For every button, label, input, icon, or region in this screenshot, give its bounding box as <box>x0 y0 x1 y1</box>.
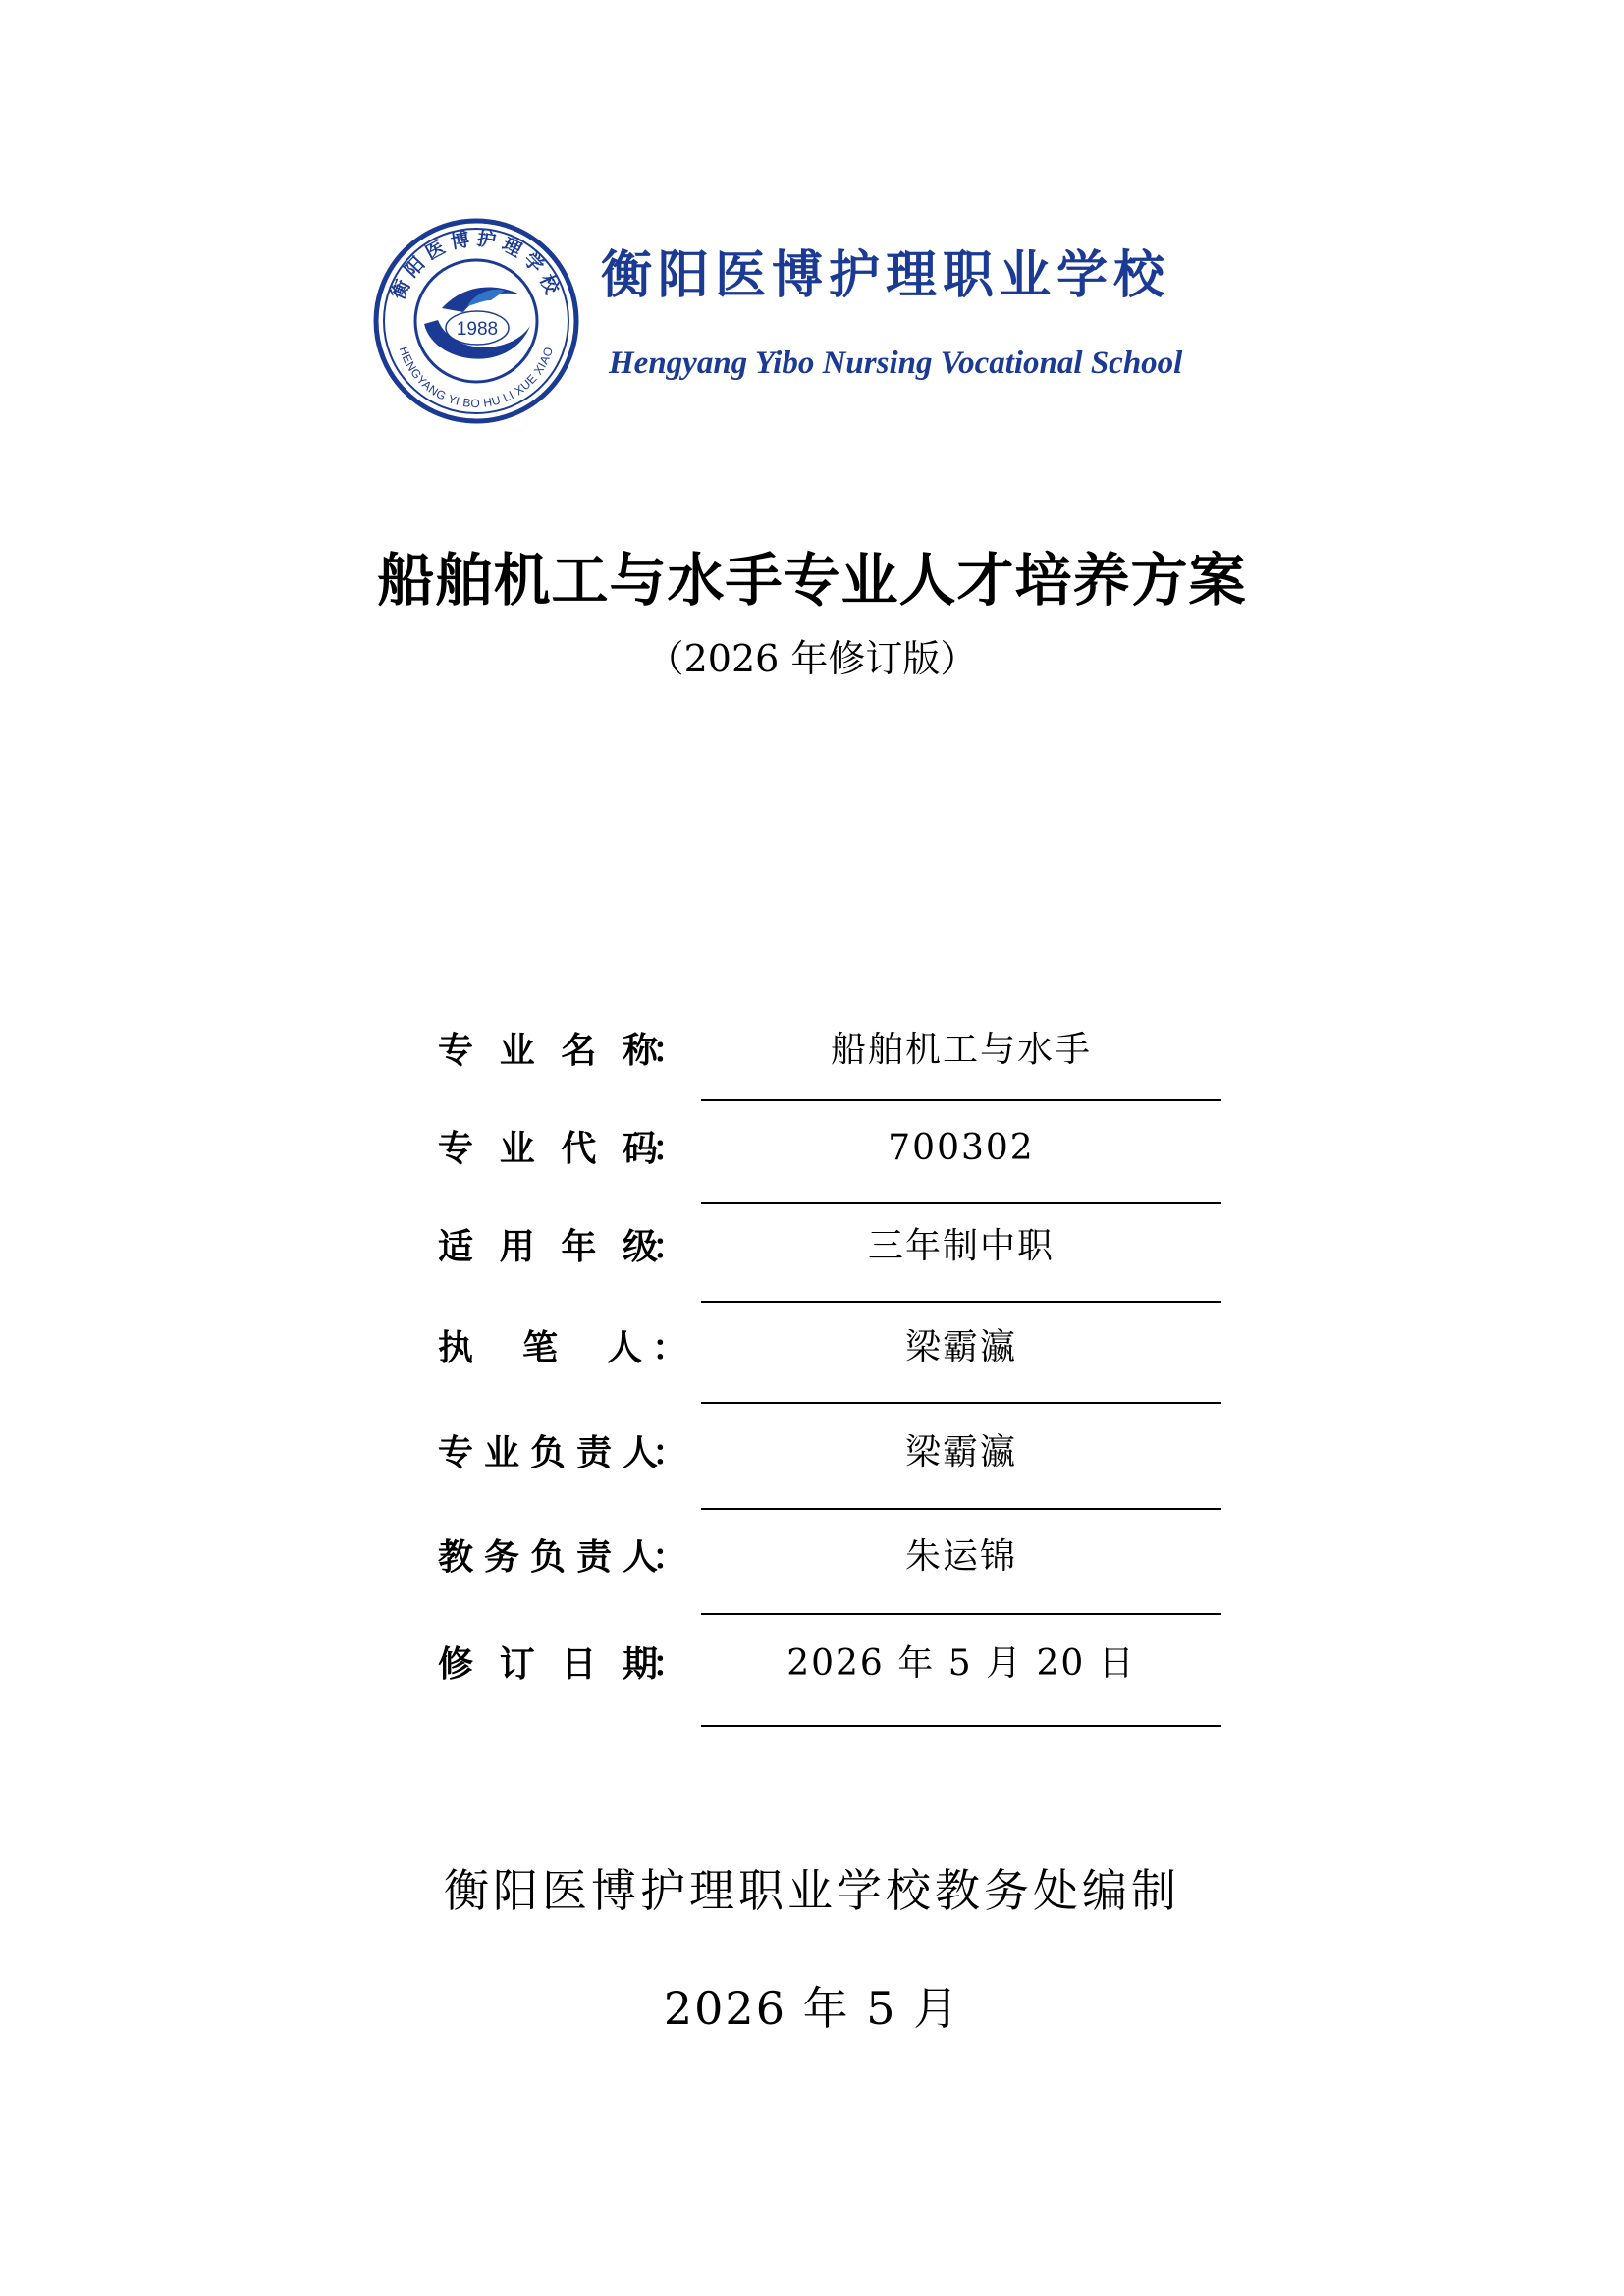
info-label-colon: ： <box>652 1128 688 1169</box>
school-header <box>373 218 1218 424</box>
seal-pinyin-text: HENGYANG YI BO HU LI XUE XIAO <box>396 345 557 411</box>
info-row <box>438 1423 1223 1502</box>
info-label-colon: ： <box>652 1030 688 1071</box>
info-value: 700302 <box>888 1128 1035 1168</box>
seal-name-text: 衡阳医博护理学校 <box>387 228 566 303</box>
info-value: 梁霸瀛 <box>904 1327 1017 1367</box>
info-underline <box>701 1508 1221 1510</box>
info-underline <box>701 1402 1221 1404</box>
info-row <box>438 1119 1223 1198</box>
info-row <box>438 1634 1223 1713</box>
info-label-colon: ： <box>652 1327 688 1368</box>
info-label-colon: ： <box>652 1643 688 1684</box>
info-label-text: 执 笔 人 <box>438 1327 642 1368</box>
info-row <box>438 1527 1223 1606</box>
info-value: 朱运锦 <box>904 1536 1017 1576</box>
info-row <box>438 1318 1223 1397</box>
info-value: 2026 年 5 月 20 日 <box>786 1643 1136 1683</box>
seal-year-text: 1988 <box>456 319 499 340</box>
info-value: 船舶机工与水手 <box>830 1030 1092 1070</box>
info-value: 三年制中职 <box>867 1226 1055 1266</box>
info-underline <box>701 1725 1221 1727</box>
info-row <box>438 1021 1223 1099</box>
info-underline <box>701 1099 1221 1101</box>
info-label-text: 专 业 负 责 人 <box>438 1432 658 1473</box>
info-underline <box>701 1202 1221 1204</box>
info-label-text: 专 业 名 称 <box>438 1030 658 1071</box>
info-label-text: 适 用 年 级 <box>438 1226 658 1267</box>
document-title: 船舶机工与水手专业人才培养方案 <box>377 547 1247 614</box>
info-label-text: 教 务 负 责 人 <box>438 1536 658 1577</box>
info-label-colon: ： <box>652 1536 688 1577</box>
info-underline <box>701 1613 1221 1615</box>
info-label-text: 修 订 日 期 <box>438 1643 658 1684</box>
info-value: 梁霸瀛 <box>904 1432 1017 1472</box>
info-label-colon: ： <box>652 1432 688 1473</box>
school-seal-logo <box>373 218 579 424</box>
issue-date: 2026 年 5 月 <box>663 1982 961 2035</box>
issuer-line: 衡阳医博护理职业学校教务处编制 <box>444 1864 1180 1917</box>
info-label-text: 专 业 代 码 <box>438 1128 658 1169</box>
school-name-cn: 衡阳医博护理职业学校 <box>601 245 1171 305</box>
info-underline <box>701 1301 1221 1303</box>
school-name-en: Hengyang Yibo Nursing Vocational School <box>609 346 1183 381</box>
document-subtitle: （2026 年修订版） <box>646 637 978 680</box>
info-row <box>438 1217 1223 1296</box>
info-label-colon: ： <box>652 1226 688 1267</box>
